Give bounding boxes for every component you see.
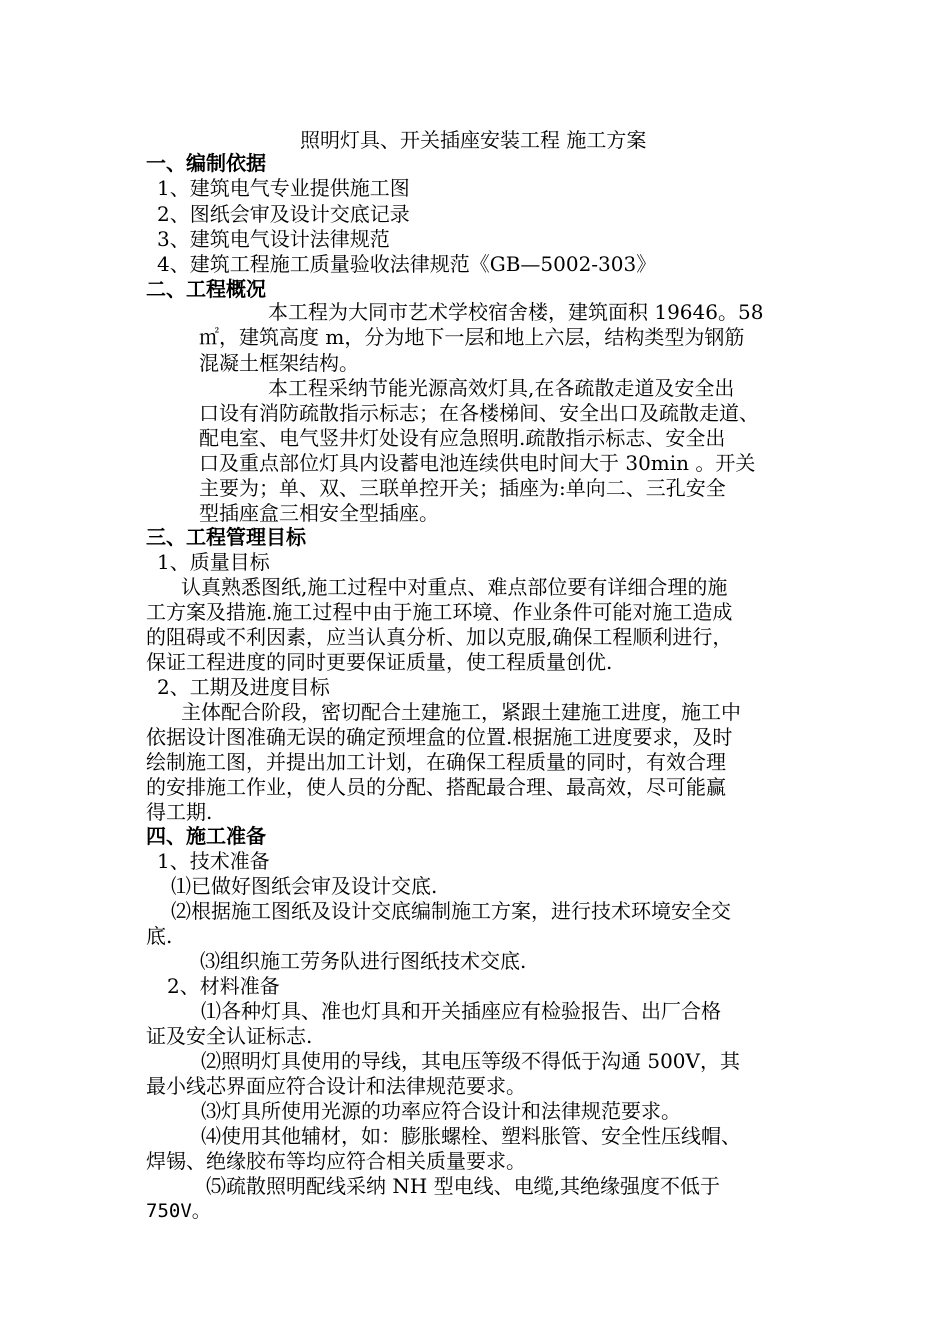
overview-line: 主要为；单、双、三联单控开关；插座为:单向二、三孔安全	[199, 476, 726, 500]
schedule-goal-line: 主体配合阶段，密切配合土建施工，紧跟土建施工进度，施工中	[181, 700, 741, 724]
basis-item: 1、建筑电气专业提供施工图	[157, 176, 410, 200]
basis-item: 4、建筑工程施工质量验收法律规范《GB—5002-303》	[157, 252, 657, 276]
material-prep-line: 最小线芯界面应符合设计和法律规范要求。	[146, 1074, 526, 1098]
quality-goal-line: 保证工程进度的同时更要保证质量，使工程质量创优.	[146, 650, 613, 674]
tech-prep-line: 底.	[146, 924, 173, 948]
document-title: 照明灯具、开关插座安装工程 施工方案	[300, 128, 647, 152]
tech-prep-heading: 1、技术准备	[157, 849, 270, 873]
quality-goal-line: 的阻碍或不利因素，应当认真分析、加以克服,确保工程顺利进行，	[146, 625, 733, 649]
tech-prep-line: ⑶组织施工劳务队进行图纸技术交底.	[200, 949, 527, 973]
quality-goal-line: 工方案及措施.施工过程中由于施工环境、作业条件可能对施工造成	[146, 600, 733, 624]
tech-prep-line: ⑴已做好图纸会审及设计交底.	[171, 874, 438, 898]
material-prep-line: ⑶灯具所使用光源的功率应符合设计和法律规范要求。	[201, 1099, 681, 1123]
overview-line: 口设有消防疏散指示标志；在各楼梯间、安全出口及疏散走道、	[199, 401, 759, 425]
material-prep-line: ⑷使用其他辅材，如：膨胀螺栓、塑料胀管、安全性压线帽、	[201, 1124, 741, 1148]
overview-line: 口及重点部位灯具内设蓄电池连续供电时间大于 30min 。开关	[199, 451, 756, 475]
overview-line: ㎡，建筑高度 m，分为地下一层和地上六层，结构类型为钢筋	[199, 325, 745, 349]
material-prep-line: 750V。	[146, 1200, 211, 1222]
quality-goal-line: 认真熟悉图纸,施工过程中对重点、难点部位要有详细合理的施	[181, 575, 728, 599]
schedule-goal-line: 的安排施工作业，使人员的分配、搭配最合理、最高效，尽可能赢	[146, 775, 726, 799]
schedule-goal-line: 依据设计图准确无误的确定预埋盒的位置.根据施工进度要求，及时	[146, 725, 733, 749]
basis-item: 3、建筑电气设计法律规范	[157, 227, 390, 251]
schedule-goal-heading: 2、工期及进度目标	[157, 675, 330, 699]
section-heading-preparation: 四、施工准备	[146, 824, 266, 848]
tech-prep-line: ⑵根据施工图纸及设计交底编制施工方案，进行技术环境安全交	[171, 899, 731, 923]
overview-line: 配电室、电气竖井灯处设有应急照明.疏散指示标志、安全出	[199, 426, 726, 450]
overview-line: 本工程为大同市艺术学校宿舍楼，建筑面积 19646。58	[268, 300, 764, 324]
material-prep-line: ⑴各种灯具、准也灯具和开关插座应有检验报告、出厂合格	[201, 999, 721, 1023]
material-prep-line: 证及安全认证标志.	[146, 1024, 313, 1048]
overview-line: 本工程采纳节能光源高效灯具,在各疏散走道及安全出	[268, 376, 735, 400]
overview-line: 混凝土框架结构。	[199, 351, 359, 375]
material-prep-line: 焊锡、绝缘胶布等均应符合相关质量要求。	[146, 1149, 526, 1173]
basis-item: 2、图纸会审及设计交底记录	[157, 202, 410, 226]
material-prep-line: ⑸疏散照明配线采纳 NH 型电线、电缆,其绝缘强度不低于	[206, 1174, 721, 1198]
section-heading-goals: 三、工程管理目标	[146, 525, 306, 549]
schedule-goal-line: 绘制施工图，并提出加工计划，在确保工程质量的同时，有效合理	[146, 750, 726, 774]
schedule-goal-line: 得工期.	[146, 800, 213, 824]
section-heading-overview: 二、工程概况	[146, 277, 266, 301]
material-prep-line: ⑵照明灯具使用的导线，其电压等级不得低于沟通 500V，其	[201, 1049, 740, 1073]
overview-line: 型插座盒三相安全型插座。	[199, 501, 439, 525]
material-prep-heading: 2、材料准备	[167, 974, 280, 998]
quality-goal-heading: 1、质量目标	[157, 550, 270, 574]
section-heading-basis: 一、编制依据	[146, 151, 266, 175]
